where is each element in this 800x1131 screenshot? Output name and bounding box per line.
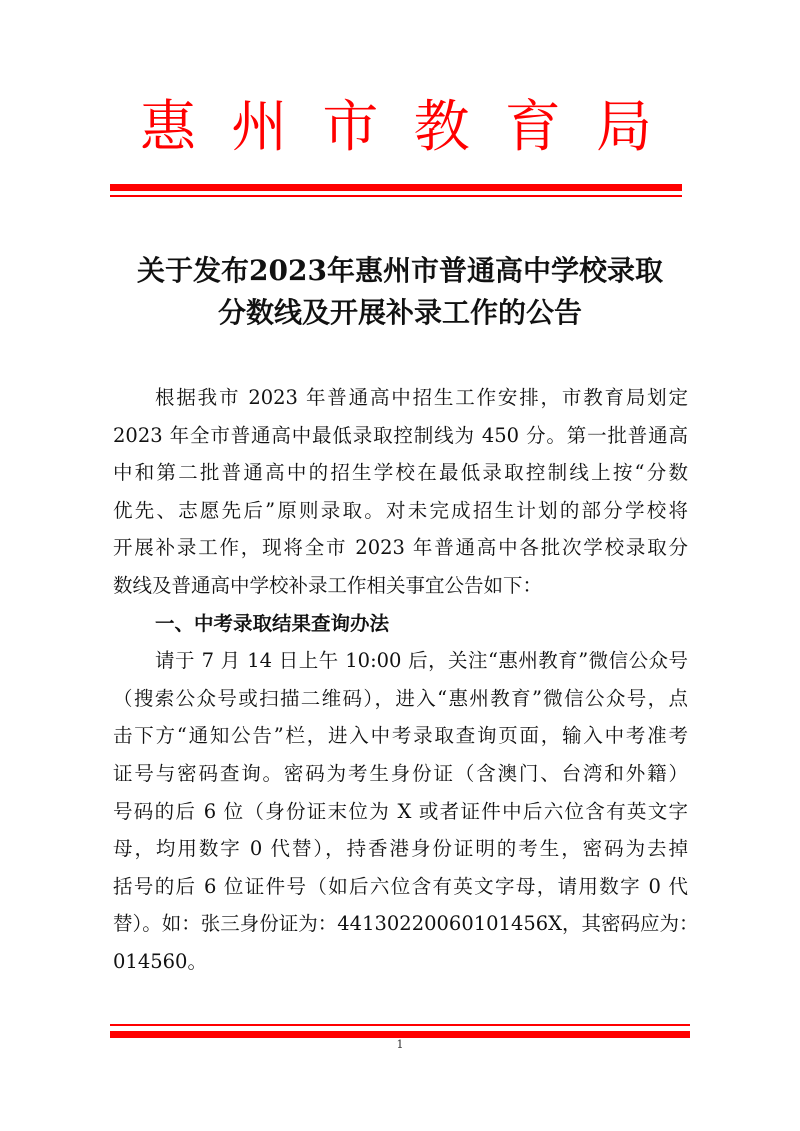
body-line: 号码的后 6 位（身份证末位为 X 或者证件中后六位含有英文字 [113,799,688,823]
header-thick-divider [110,184,682,191]
document-title-line-2: 分数线及开展补录工作的公告 [217,296,582,329]
letterhead-char: 育 [504,95,561,160]
section-heading: 一、中考录取结果查询办法 [155,611,390,635]
body-line: （搜索公众号或扫描二维码），进入“惠州教育”微信公众号，点 [113,686,688,710]
body-line: 证号与密码查询。密码为考生身份证（含澳门、台湾和外籍） [113,761,688,785]
body-line: 014560。 [113,949,207,973]
footer-thick-divider [110,1031,690,1038]
letterhead-char: 市 [322,95,379,160]
body-line: 替）。如：张三身份证为：44130220060101456X，其密码应为： [113,912,699,936]
letterhead-char: 教 [413,95,470,160]
letterhead-char: 惠 [140,95,196,160]
body-line: 开展补录工作，现将全市 2023 年普通高中各批次学校录取分 [113,536,688,560]
body-line: 数线及普通高中学校补录工作相关事宜公告如下： [113,573,543,597]
body-line: 中和第二批普通高中的招生学校在最低录取控制线上按“分数 [113,461,688,485]
org-letterhead [110,92,682,164]
body-line: 母，均用数字 0 代替），持香港身份证明的考生，密码为去掉 [113,837,688,861]
document-title-line-1: 关于发布2023年惠州市普通高中学校录取 [137,254,663,287]
footer-thin-divider [110,1024,690,1026]
document-body [113,379,699,981]
letterhead-char: 局 [595,95,652,160]
letterhead-char: 州 [231,95,288,160]
body-line: 击下方“通知公告”栏，进入中考录取查询页面，输入中考准考 [113,724,688,748]
body-line: 根据我市 2023 年普通高中招生工作安排，市教育局划定 [155,386,688,409]
body-line: 括号的后 6 位证件号（如后六位含有英文字母，请用数字 0 代 [113,874,688,898]
body-line: 优先、志愿先后”原则录取。对未完成招生计划的部分学校将 [113,498,688,522]
page-number: 1 [396,1038,404,1051]
header-thin-divider [110,195,682,197]
body-line: 请于 7 月 14 日上午 10:00 后，关注“惠州教育”微信公众号 [155,649,688,673]
body-line: 2023 年全市普通高中最低录取控制线为 450 分。第一批普通高 [113,423,688,447]
